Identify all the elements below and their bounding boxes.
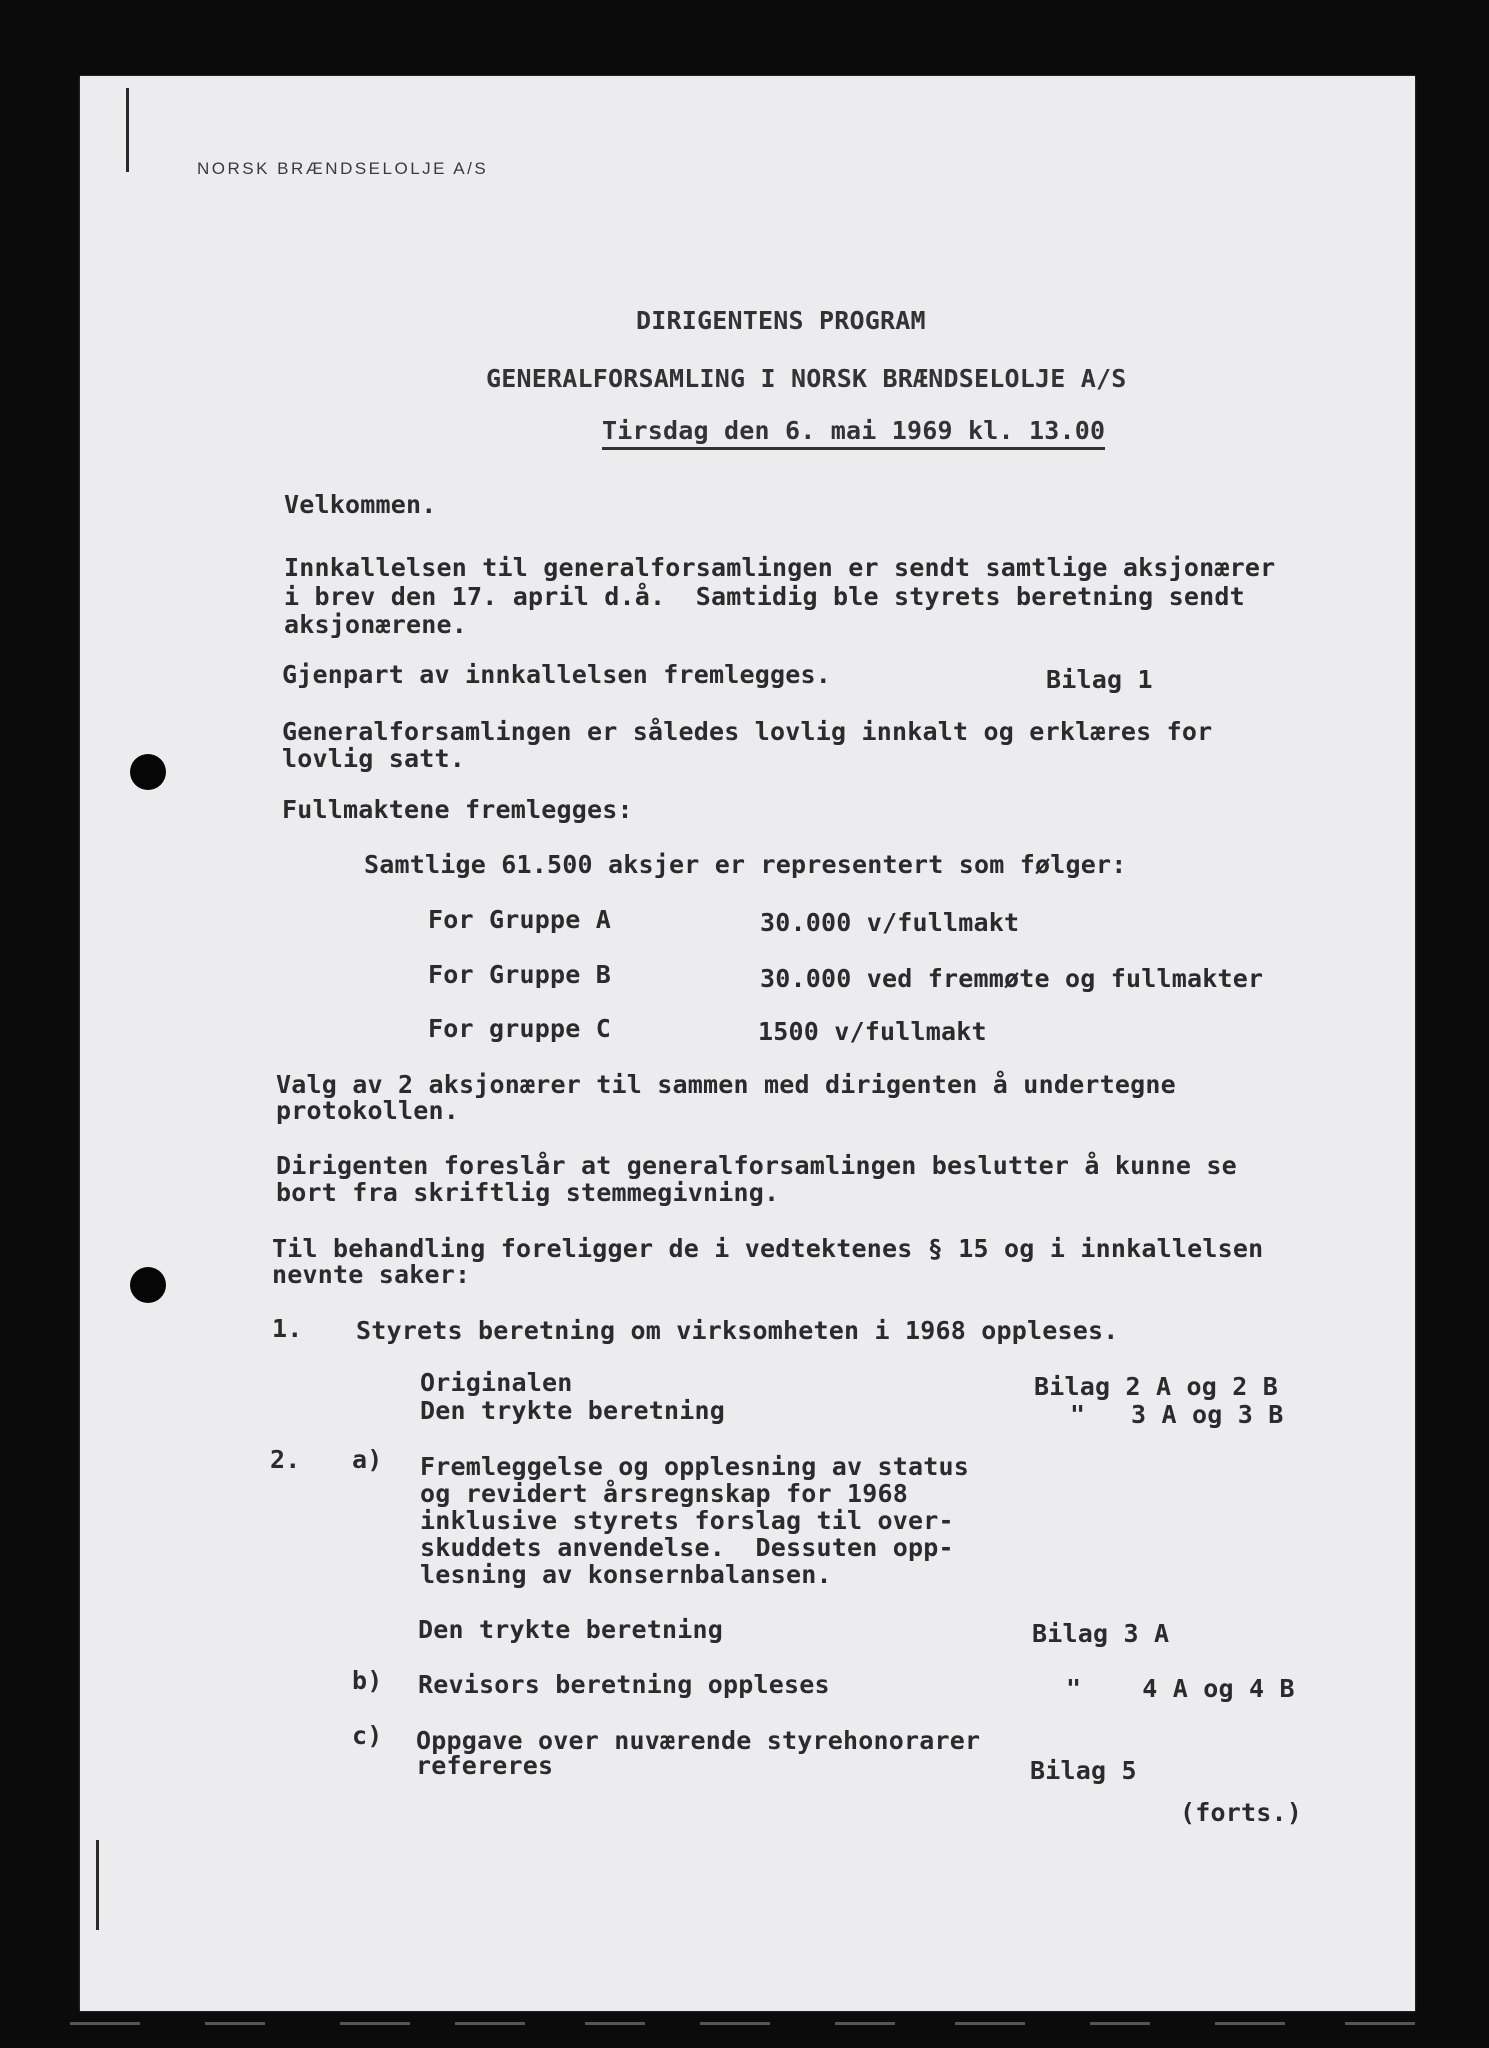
election-line-2: protokollen. xyxy=(276,1096,460,1125)
item-2a-line-1: Fremleggelse og opplesning av status xyxy=(420,1452,970,1481)
group-b-value: 30.000 ved fremmøte og fullmakter xyxy=(760,964,1264,993)
continued-note: (forts.) xyxy=(1180,1798,1303,1827)
item-2c-line-2: refereres xyxy=(416,1751,554,1780)
item-1-sub-1: Originalen xyxy=(420,1368,573,1397)
film-edge-mark-9 xyxy=(1090,2022,1150,2025)
item-2a-ref: Bilag 3 A xyxy=(1032,1619,1170,1648)
item-2b-text: Revisors beretning oppleses xyxy=(418,1670,830,1699)
film-edge-mark-5 xyxy=(585,2022,645,2025)
group-b-name: For Gruppe B xyxy=(428,960,612,989)
item-2a-line-2: og revidert årsregnskap for 1968 xyxy=(420,1479,909,1508)
item-2c-letter: c) xyxy=(352,1721,383,1750)
item-2a-line-3: inklusive styrets forslag til over- xyxy=(420,1506,954,1535)
copy-presented-ref: Bilag 1 xyxy=(1046,665,1153,694)
proposal-line-2: bort fra skriftlig stemmegivning. xyxy=(276,1178,780,1207)
document-subtitle: GENERALFORSAMLING I NORSK BRÆNDSELOLJE A/S xyxy=(486,364,1127,393)
lawful-line-1: Generalforsamlingen er således lovlig innkalt og erklæres for xyxy=(282,717,1213,746)
item-2a-line-5: lesning av konsernbalansen. xyxy=(420,1560,832,1589)
agenda-intro-line-2: nevnte saker: xyxy=(272,1260,471,1289)
document-title: DIRIGENTENS PROGRAM xyxy=(636,306,926,335)
item-1-sub-2: Den trykte beretning xyxy=(420,1396,726,1425)
margin-mark-top xyxy=(126,88,129,172)
group-a-name: For Gruppe A xyxy=(428,905,612,934)
proxies-text: Fullmaktene fremlegges: xyxy=(282,795,633,824)
item-2b-letter: b) xyxy=(352,1666,383,1695)
proposal-line-1: Dirigenten foreslår at generalforsamlingen beslutter å kunne se xyxy=(276,1151,1237,1180)
shares-text: Samtlige 61.500 aksjer er representert som følger: xyxy=(364,850,1127,879)
punch-hole-2 xyxy=(130,1267,166,1303)
group-c-name: For gruppe C xyxy=(428,1014,612,1043)
lawful-line-2: lovlig satt. xyxy=(282,744,466,773)
item-2c-ref: Bilag 5 xyxy=(1030,1756,1137,1785)
election-line-1: Valg av 2 aksjonærer til sammen med dirigenten å undertegne xyxy=(276,1070,1176,1099)
item-2-number: 2. xyxy=(270,1445,301,1474)
notice-line-2: i brev den 17. april d.å. Samtidig ble styrets beretning sendt xyxy=(284,582,1245,611)
film-edge-mark-8 xyxy=(955,2022,1025,2025)
notice-line-3: aksjonærene. xyxy=(284,610,468,639)
item-1-sub-2-ref: " 3 A og 3 B xyxy=(1070,1400,1284,1429)
film-edge-mark-3 xyxy=(340,2022,410,2025)
notice-line-1: Innkallelsen til generalforsamlingen er sendt samtlige aksjonærer xyxy=(284,553,1276,582)
item-1-sub-1-ref: Bilag 2 A og 2 B xyxy=(1034,1372,1279,1401)
meeting-date: Tirsdag den 6. mai 1969 kl. 13.00 xyxy=(602,418,1105,450)
agenda-intro-line-1: Til behandling foreligger de i vedtektenes § 15 og i innkallelsen xyxy=(272,1234,1264,1263)
item-1-number: 1. xyxy=(272,1314,303,1343)
item-2b-ref: " 4 A og 4 B xyxy=(1066,1674,1295,1703)
item-2c-line-1: Oppgave over nuværende styrehonorarer xyxy=(416,1726,981,1755)
film-edge-mark-10 xyxy=(1215,2022,1285,2025)
film-edge-mark-11 xyxy=(1345,2022,1415,2025)
group-c-value: 1500 v/fullmakt xyxy=(758,1017,987,1046)
film-edge-mark-2 xyxy=(205,2022,265,2025)
group-a-value: 30.000 v/fullmakt xyxy=(760,908,1020,937)
item-2a-letter: a) xyxy=(352,1445,383,1474)
copy-presented-text: Gjenpart av innkallelsen fremlegges. xyxy=(282,660,832,689)
item-2a-line-4: skuddets anvendelse. Dessuten opp- xyxy=(420,1533,954,1562)
film-edge-mark-1 xyxy=(70,2022,140,2025)
welcome-text: Velkommen. xyxy=(284,490,437,519)
punch-hole-1 xyxy=(130,754,166,790)
film-edge-mark-4 xyxy=(455,2022,525,2025)
item-2a-sub: Den trykte beretning xyxy=(418,1615,724,1644)
letterhead: NORSK BRÆNDSELOLJE A/S xyxy=(197,159,489,178)
film-edge-mark-7 xyxy=(835,2022,895,2025)
item-1-text: Styrets beretning om virksomheten i 1968 oppleses. xyxy=(356,1316,1119,1345)
film-edge-mark-6 xyxy=(700,2022,770,2025)
margin-mark-bottom xyxy=(96,1840,99,1930)
